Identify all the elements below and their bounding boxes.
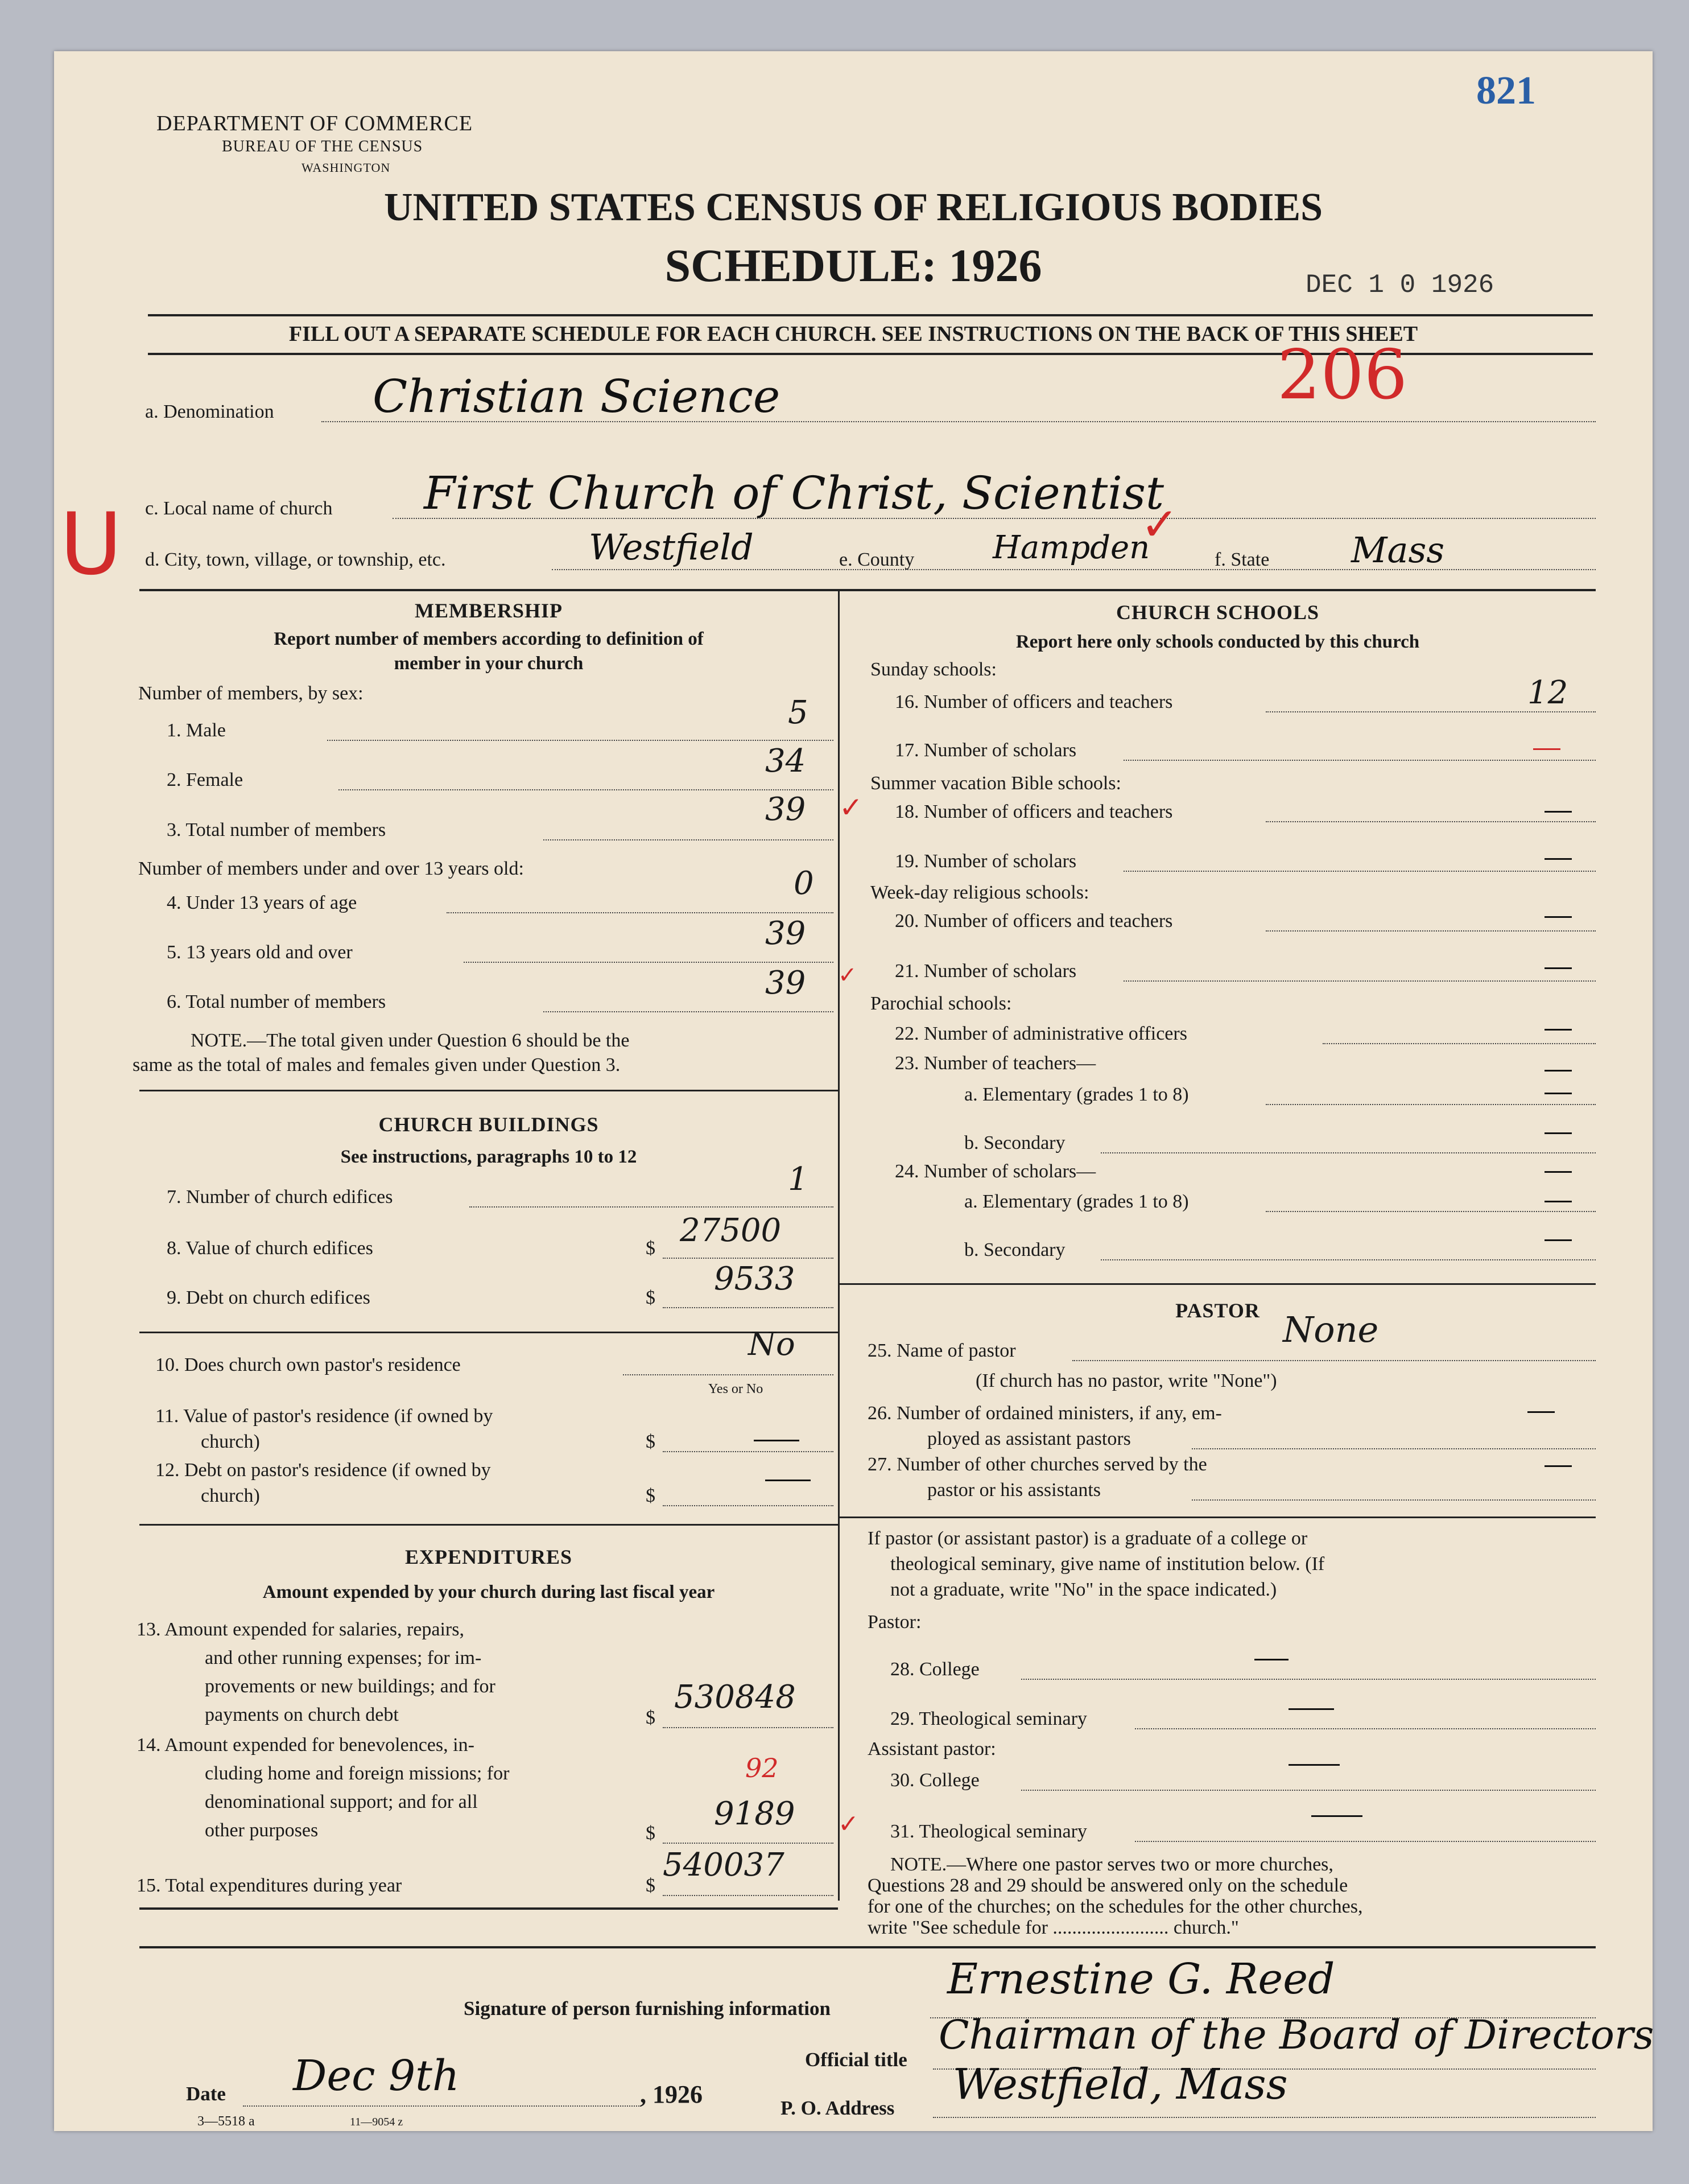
school-24b-dash [1545, 1239, 1572, 1241]
expenditures-intro: Amount expended by your church during last fiscal year [262, 1582, 715, 1602]
buildings-title: CHURCH BUILDINGS [378, 1113, 599, 1136]
buildings-intro: See instructions, paragraphs 10 to 12 [340, 1147, 637, 1167]
residence-value-label-2: church) [201, 1431, 260, 1452]
form-title: UNITED STATES CENSUS OF RELIGIOUS BODIES [383, 186, 1323, 229]
school-23a-line [1266, 1104, 1596, 1105]
residence-debt-dollar: $ [646, 1485, 655, 1506]
pastor-name-note: (If church has no pastor, write "None") [976, 1370, 1277, 1391]
edifice-debt-line [663, 1307, 833, 1308]
residence-value-dollar: $ [646, 1431, 655, 1452]
county-value[interactable]: Hampden [993, 529, 1150, 566]
exp-15-line [663, 1895, 833, 1896]
edifices-value[interactable]: 1 [788, 1161, 808, 1198]
red-check-age: ✓ [838, 962, 857, 988]
exp-13-line-1: 13. Amount expended for salaries, repairs, [137, 1619, 464, 1640]
pastor-31-line [1135, 1841, 1596, 1842]
membership-title: MEMBERSHIP [414, 599, 563, 622]
city-line [552, 569, 1596, 570]
grad-note-2: theological seminary, give name of institution below. (If [890, 1553, 1325, 1575]
female-label: 2. Female [167, 769, 243, 790]
signature-value[interactable]: Ernestine G. Reed [947, 1955, 1335, 2004]
vacation-schools-label: Summer vacation Bible schools: [870, 773, 1121, 794]
edifice-value-line [663, 1258, 833, 1259]
school-16-label: 16. Number of officers and teachers [895, 691, 1173, 712]
school-23b-label: b. Secondary [964, 1132, 1066, 1153]
owns-residence-line [623, 1374, 833, 1375]
school-23b-dash [1545, 1132, 1572, 1134]
school-24a-label: a. Elementary (grades 1 to 8) [964, 1191, 1189, 1212]
under-13-line [447, 912, 833, 913]
pastor-29-line [1135, 1728, 1596, 1729]
exp-13-dollar: $ [646, 1707, 655, 1728]
weekday-schools-label: Week-day religious schools: [870, 882, 1089, 903]
school-17-line [1124, 760, 1596, 761]
pastor-30-line [1021, 1790, 1596, 1791]
header-rule-top [148, 314, 1593, 316]
schedule-year: SCHEDULE: 1926 [664, 240, 1042, 291]
page-number-stamp: 821 [1476, 69, 1536, 113]
school-17-dash [1533, 748, 1560, 750]
exp-15-dollar: $ [646, 1875, 655, 1896]
red-letter-u: U [60, 495, 122, 594]
exp-13-line-4: payments on church debt [205, 1704, 399, 1725]
local-name-value[interactable]: First Church of Christ, Scientist [424, 467, 1164, 520]
residence-rule [139, 1524, 838, 1526]
total-members-line [543, 839, 833, 840]
residence-debt-label-1: 12. Debt on pastor's residence (if owned by [155, 1460, 491, 1481]
school-20-line [1266, 930, 1596, 932]
parochial-schools-label: Parochial schools: [870, 993, 1012, 1014]
edifice-value-amount[interactable]: 27500 [680, 1212, 782, 1249]
male-line [327, 740, 833, 741]
edifice-debt-amount[interactable]: 9533 [714, 1260, 795, 1297]
exp-14-dollar: $ [646, 1823, 655, 1844]
exp-14-line-4: other purposes [205, 1820, 319, 1841]
date-value[interactable]: Dec 9th [293, 2051, 460, 2100]
red-reference-number: 206 [1277, 336, 1408, 415]
edifices-label: 7. Number of church edifices [167, 1186, 393, 1208]
footer-rule-left [139, 1907, 838, 1910]
edifice-value-label: 8. Value of church edifices [167, 1238, 373, 1259]
school-24b-label: b. Secondary [964, 1239, 1066, 1260]
female-value[interactable]: 34 [765, 743, 806, 780]
pastor-30-label: 30. College [890, 1770, 980, 1791]
state-label: f. State [1215, 549, 1270, 570]
school-17-label: 17. Number of scholars [895, 740, 1077, 761]
pastor-29-label: 29. Theological seminary [890, 1708, 1087, 1729]
po-address-label: P. O. Address [781, 2097, 895, 2119]
residence-value-dash [754, 1440, 799, 1441]
edifices-line [469, 1206, 833, 1208]
print-number: 11—9054 z [350, 2116, 403, 2128]
residence-debt-label-2: church) [201, 1485, 260, 1506]
under-13-label: 4. Under 13 years of age [167, 892, 357, 913]
census-schedule-sheet [54, 51, 1653, 2131]
school-24-label: 24. Number of scholars— [895, 1161, 1096, 1182]
date-line [243, 2105, 641, 2107]
pastor-31-label: 31. Theological seminary [890, 1821, 1087, 1842]
school-23b-line [1101, 1152, 1596, 1153]
po-address-line [933, 2117, 1596, 2118]
total-age-line [543, 1011, 833, 1012]
school-22-label: 22. Number of administrative officers [895, 1023, 1187, 1044]
edifice-value-dollar: $ [646, 1238, 655, 1259]
pastor-title: PASTOR [1175, 1299, 1260, 1322]
membership-note-2: same as the total of males and females given under Question 3. [133, 1054, 621, 1075]
male-label: 1. Male [167, 720, 226, 741]
sunday-schools-label: Sunday schools: [870, 659, 997, 680]
over-13-line [464, 962, 833, 963]
grad-note-3: not a graduate, write "No" in the space indicated.) [890, 1579, 1277, 1600]
pastor-name-value[interactable]: None [1283, 1309, 1379, 1350]
bureau-city: WASHINGTON [302, 160, 391, 175]
expenditures-title: EXPENDITURES [404, 1546, 573, 1568]
pastor-note-3: for one of the churches; on the schedules for the other churches, [868, 1896, 1363, 1917]
membership-intro-1: Report number of members according to definition of [274, 629, 704, 649]
residence-value-line [663, 1451, 833, 1452]
county-label: e. County [839, 549, 915, 570]
instruction-bar: FILL OUT A SEPARATE SCHEDULE FOR EACH CHURCH. SEE INSTRUCTIONS ON THE BACK OF THIS SHEET [288, 322, 1418, 346]
city-value[interactable]: Westfield [589, 526, 754, 568]
buildings-rule [139, 1332, 838, 1333]
school-24-dash [1545, 1171, 1572, 1173]
school-24a-line [1266, 1211, 1596, 1212]
owns-residence-value[interactable]: No [748, 1326, 795, 1363]
pastor-27-line-1: 27. Number of other churches served by the [868, 1454, 1207, 1475]
school-24a-dash [1545, 1201, 1572, 1202]
schools-intro: Report here only schools conducted by this church [1015, 632, 1420, 652]
total-members-value[interactable]: 39 [765, 791, 806, 828]
exp-14-line-3: denominational support; and for all [205, 1791, 478, 1812]
school-19-line [1124, 871, 1596, 872]
local-name-label: c. Local name of church [145, 498, 333, 519]
school-20-label: 20. Number of officers and teachers [895, 910, 1173, 932]
pastor-30-dash [1289, 1764, 1340, 1766]
pastor-26-line-1: 26. Number of ordained ministers, if any, em- [868, 1403, 1222, 1424]
school-18-label: 18. Number of officers and teachers [895, 801, 1173, 822]
pastor-note-1: NOTE.—Where one pastor serves two or more churches, [890, 1854, 1333, 1875]
school-21-dash [1545, 967, 1572, 969]
residence-debt-line [663, 1505, 833, 1506]
red-check-exp: ✓ [838, 1810, 859, 1838]
pastor-note-2: Questions 28 and 29 should be answered only on the schedule [868, 1875, 1348, 1896]
pastor-27-line-2: pastor or his assistants [927, 1480, 1101, 1501]
grad-note-1: If pastor (or assistant pastor) is a graduate of a college or [868, 1528, 1308, 1549]
red-check-total: ✓ [839, 792, 863, 823]
school-16-line [1266, 711, 1596, 712]
red-check-mark: ✓ [1141, 500, 1179, 550]
school-20-dash [1545, 916, 1572, 918]
yes-no-caption: Yes or No [708, 1382, 763, 1396]
form-number: 3—5518 a [197, 2114, 255, 2129]
exp-14-correction: 92 [745, 1753, 779, 1783]
exp-14-line [663, 1843, 833, 1844]
pastor-28-dash [1254, 1659, 1289, 1660]
under-13-value[interactable]: 0 [794, 865, 814, 902]
total-age-value[interactable]: 39 [765, 965, 806, 1002]
pastor-27-line [1192, 1499, 1596, 1501]
footer-rule [139, 1946, 1596, 1948]
school-21-line [1124, 980, 1596, 982]
school-22-dash [1545, 1029, 1572, 1031]
official-title-label: Official title [805, 2049, 907, 2071]
denomination-value[interactable]: Christian Science [373, 370, 781, 423]
signature-label: Signature of person furnishing information [464, 1997, 831, 2020]
membership-intro-2: member in your church [394, 653, 584, 674]
state-value[interactable]: Mass [1351, 529, 1445, 571]
school-18-line [1266, 821, 1596, 822]
exp-14-amount[interactable]: 9189 [714, 1795, 795, 1832]
pastor-28-label: 28. College [890, 1659, 980, 1680]
denomination-label: a. Denomination [145, 401, 274, 422]
school-23a-dash [1545, 1093, 1572, 1094]
city-label: d. City, town, village, or township, etc. [145, 549, 446, 570]
membership-note-1: NOTE.—The total given under Question 6 should be the [191, 1030, 630, 1051]
membership-rule [139, 1090, 838, 1091]
exp-13-line-3: provements or new buildings; and for [205, 1676, 495, 1697]
assistant-pastor-label: Assistant pastor: [868, 1738, 996, 1759]
edifice-debt-label: 9. Debt on church edifices [167, 1287, 370, 1308]
pastor-name-label: 25. Name of pastor [868, 1340, 1016, 1361]
total-age-label: 6. Total number of members [167, 991, 386, 1012]
pastor-31-dash [1311, 1815, 1362, 1817]
school-18-dash [1545, 811, 1572, 813]
date-label: Date [186, 2083, 226, 2105]
pastor-28-line [1021, 1679, 1596, 1680]
column-divider [838, 589, 840, 1901]
residence-value-label-1: 11. Value of pastor's residence (if owned by [155, 1406, 493, 1427]
over-13-label: 5. 13 years old and over [167, 942, 353, 963]
edifice-debt-dollar: $ [646, 1287, 655, 1308]
pastor-29-dash [1289, 1708, 1334, 1710]
exp-13-line-2: and other running expenses; for im- [205, 1647, 482, 1668]
exp-13-line [663, 1727, 833, 1728]
school-23a-label: a. Elementary (grades 1 to 8) [964, 1084, 1189, 1105]
exp-14-line-1: 14. Amount expended for benevolences, in- [137, 1734, 474, 1756]
pastor-note-4: write "See schedule for ........................ church." [868, 1917, 1239, 1938]
schools-title: CHURCH SCHOOLS [1116, 601, 1320, 624]
school-23-dash [1545, 1070, 1572, 1072]
pastor-rule [840, 1517, 1596, 1518]
exp-14-line-2: cluding home and foreign missions; for [205, 1763, 510, 1784]
schools-rule [840, 1283, 1596, 1285]
date-year: , 1926 [640, 2080, 703, 2108]
section-rule [139, 589, 1596, 591]
over-13-value[interactable]: 39 [765, 915, 806, 952]
received-date-stamp: DEC 1 0 1926 [1306, 270, 1494, 300]
by-sex-label: Number of members, by sex: [138, 683, 364, 704]
department-name: DEPARTMENT OF COMMERCE [156, 112, 473, 135]
official-title-value[interactable]: Chairman of the Board of Directors [939, 2012, 1654, 2058]
school-19-dash [1545, 858, 1572, 860]
school-16-value[interactable]: 12 [1527, 674, 1568, 711]
pastor-26-dash [1527, 1411, 1555, 1413]
pastor-sub-label: Pastor: [868, 1612, 922, 1633]
residence-debt-dash [765, 1480, 811, 1481]
school-22-line [1323, 1043, 1596, 1044]
pastor-26-line [1192, 1448, 1596, 1449]
pastor-name-line [1072, 1360, 1596, 1361]
male-value[interactable]: 5 [788, 694, 808, 731]
school-24b-line [1101, 1259, 1596, 1260]
female-line [338, 789, 833, 790]
school-21-label: 21. Number of scholars [895, 961, 1077, 982]
exp-15-amount[interactable]: 540037 [663, 1847, 784, 1884]
bureau-name: BUREAU OF THE CENSUS [222, 138, 423, 155]
po-address-value[interactable]: Westfield, Mass [953, 2060, 1288, 2109]
total-members-label: 3. Total number of members [167, 819, 386, 840]
exp-15-label: 15. Total expenditures during year [137, 1875, 402, 1896]
exp-13-amount[interactable]: 530848 [674, 1679, 796, 1716]
pastor-26-line-2: ployed as assistant pastors [927, 1428, 1131, 1449]
owns-residence-label: 10. Does church own pastor's residence [155, 1354, 461, 1375]
school-19-label: 19. Number of scholars [895, 851, 1077, 872]
school-23-label: 23. Number of teachers— [895, 1053, 1096, 1074]
pastor-27-dash [1545, 1465, 1572, 1467]
by-age-label: Number of members under and over 13 years old: [138, 858, 524, 879]
